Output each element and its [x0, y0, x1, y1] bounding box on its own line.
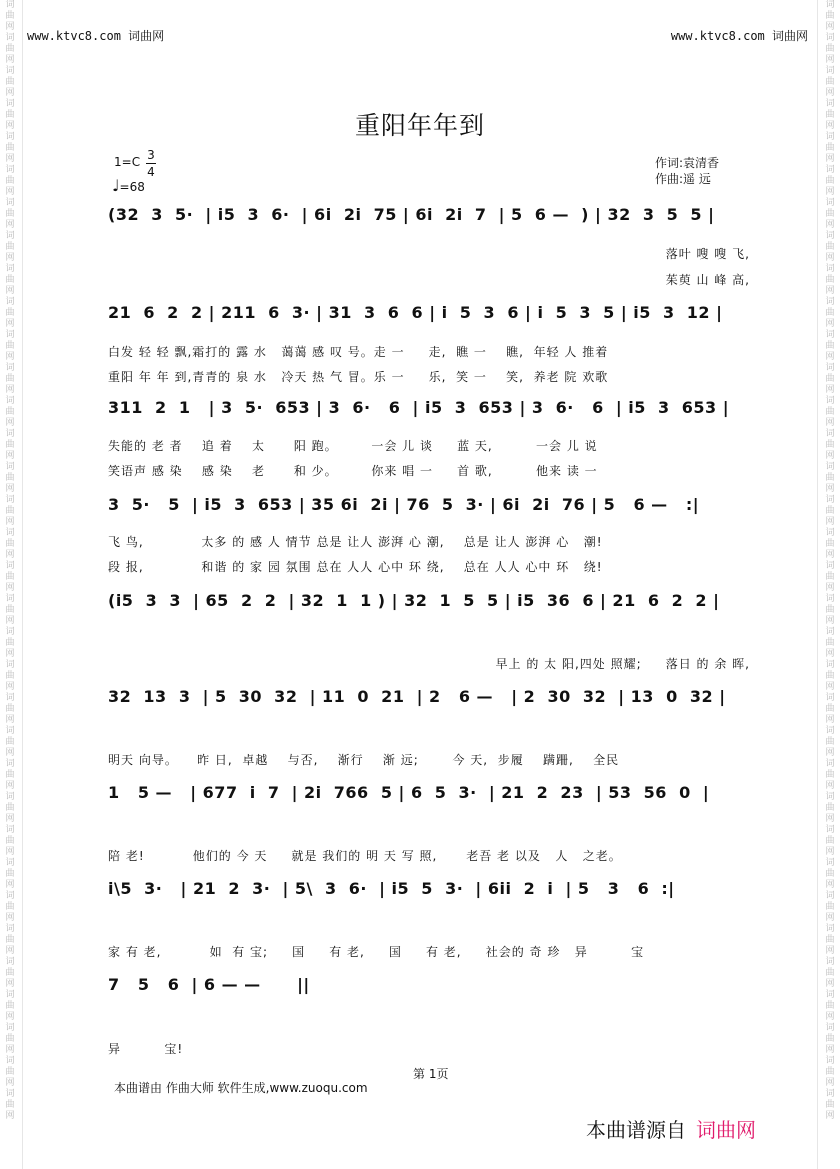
lyric-line-9a: 异 宝! [108, 1042, 184, 1056]
key-signature: 1=C [114, 155, 141, 169]
header-site-left[interactable]: www.ktvc8.com 词曲网 [27, 29, 165, 43]
generator-note: 本曲谱由 作曲大师 软件生成,www.zuoqu.com [114, 1081, 368, 1095]
lyric-line-3a: 失能的 老 者 追 着 太 阳 跑。 一会 儿 谈 蓝 天, 一会 儿 说 [108, 439, 598, 453]
meter-fraction-bar [146, 163, 156, 164]
source-brand-link[interactable]: 词曲网 [696, 1118, 756, 1142]
notation-line-2: 21 6 2 2 | 211 6 3· | 31 3 6 6 | i 5 3 6 | i 5 3 5 | i5 3 12 | [108, 303, 723, 322]
notation-line-5: (i5 3 3 | 65 2 2 | 32 1 1 ) | 32 1 5 5 | i5 36 6 | 21 6 2 2 | [108, 591, 720, 610]
meter-top: 3 [147, 148, 155, 162]
edge-watermark-left: 词曲网词曲网词曲网词曲网词曲网词曲网词曲网词曲网词曲网词曲网词曲网词曲网词曲网词曲网词曲网词曲网词曲网词曲网词曲网词曲网词曲网词曲网词曲网词曲网词曲网词曲网词曲网词曲网词曲网词曲网词曲网词曲网词曲网词曲网 [5, 0, 15, 1121]
notation-line-6: 32 13 3 | 5 30 32 | 11 0 21 | 2 6 — | 2 30 32 | 13 0 32 | [108, 687, 726, 706]
lyric-line-3b: 笑语声 感 染 感 染 老 和 少。 你来 唱 一 首 歌, 他来 读 一 [108, 464, 598, 478]
page-number: 第 1页 [413, 1067, 449, 1081]
lyric-line-1a: 落叶 嗖 嗖 飞, [665, 247, 750, 261]
lyric-line-4b: 段 报, 和谐 的 家 园 氛围 总在 人人 心中 环 绕, 总在 人人 心中 环 绕! [108, 560, 603, 574]
margin-rule-left [22, 0, 23, 1169]
lyricist-credit: 作词:袁清香 [655, 156, 720, 170]
lyric-line-6a: 明天 向导。 昨 日, 卓越 与否, 渐行 渐 远; 今 天, 步履 蹒跚, 全民 [108, 753, 620, 767]
song-title: 重阳年年到 [354, 111, 485, 140]
lyric-line-1b: 茱萸 山 峰 高, [665, 273, 750, 287]
quarter-note-icon: ♩ [112, 176, 120, 195]
notation-line-4: 3 5· 5 | i5 3 653 | 35 6i 2i | 76 5 3· | 6i 2i 76 | 5 6 — :| [108, 495, 700, 514]
source-label: 本曲谱源自 [586, 1118, 686, 1142]
notation-line-1: (32 3 5· | i5 3 6· | 6i 2i 75 | 6i 2i 7 | 5 6 — ) | 32 3 5 5 | [108, 205, 715, 224]
composer-credit: 作曲:遥 远 [655, 172, 711, 186]
lyric-line-7a: 陪 老! 他们的 今 天 就是 我们的 明 天 写 照, 老吾 老 以及 人 之老。 [108, 849, 622, 863]
source-credit [586, 1114, 756, 1143]
notation-line-3: 311 2 1 | 3 5· 653 | 3 6· 6 | i5 3 653 | 3 6· 6 | i5 3 653 | [108, 398, 730, 417]
margin-rule-right [817, 0, 818, 1169]
meter-bottom: 4 [147, 165, 155, 179]
notation-line-7: 1 5 — | 677 i 7 | 2i 766 5 | 6 5 3· | 21 2 23 | 53 56 0 | [108, 783, 710, 802]
time-signature [146, 148, 156, 179]
notation-line-8: i\5 3· | 21 2 3· | 5\ 3 6· | i5 5 3· | 6ii 2 i | 5 3 6 :| [108, 879, 675, 898]
edge-watermark-right: 词曲网词曲网词曲网词曲网词曲网词曲网词曲网词曲网词曲网词曲网词曲网词曲网词曲网词曲网词曲网词曲网词曲网词曲网词曲网词曲网词曲网词曲网词曲网词曲网词曲网词曲网词曲网词曲网词曲网词曲网词曲网词曲网词曲网词曲网 [825, 0, 835, 1121]
lyric-line-8a: 家 有 老, 如 有 宝; 国 有 老, 国 有 老, 社会的 奇 珍 异 宝 [108, 945, 645, 959]
credits [655, 155, 719, 187]
tempo-marking [112, 176, 145, 195]
header-site-right[interactable]: www.ktvc8.com 词曲网 [670, 29, 808, 43]
lyric-line-4a: 飞 鸟, 太多 的 感 人 情节 总是 让人 澎湃 心 潮, 总是 让人 澎湃 心 潮! [108, 535, 603, 549]
lyric-line-2b: 重阳 年 年 到,青青的 泉 水 冷天 热 气 冒。乐 一 乐, 笑 一 笑, 养老 院 欢歌 [108, 370, 609, 384]
lyric-line-5a: 早上 的 太 阳,四处 照耀; 落日 的 余 晖, [495, 657, 750, 671]
tempo-value: =68 [119, 180, 145, 194]
notation-line-9: 7 5 6 | 6 — — || [108, 975, 310, 994]
lyric-line-2a: 白发 轻 轻 飘,霜打的 露 水 蔼蔼 感 叹 号。走 一 走, 瞧 一 瞧, 年轻 人 推着 [108, 345, 609, 359]
